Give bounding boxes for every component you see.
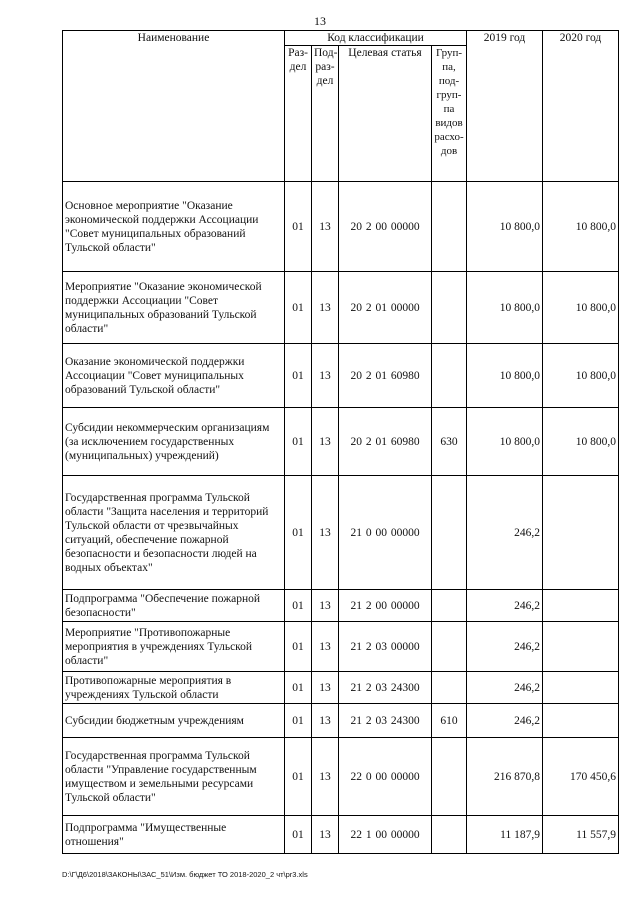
budget-table (62, 30, 619, 854)
row-target-article: 21 2 03 24300 (339, 704, 432, 738)
row-target-article: 21 2 03 00000 (339, 622, 432, 672)
row-amount-2019: 246,2 (467, 672, 543, 704)
row-amount-2019: 10 800,0 (467, 344, 543, 408)
row-target-article: 20 2 01 00000 (339, 272, 432, 344)
row-expense-group (432, 590, 467, 622)
row-amount-2020 (543, 704, 619, 738)
header-section: Раз- дел (285, 46, 312, 182)
header-code-classification: Код классификации (285, 31, 467, 46)
row-section: 01 (285, 182, 312, 272)
row-subsection: 13 (312, 476, 339, 590)
row-target-article: 22 1 00 00000 (339, 816, 432, 854)
row-section: 01 (285, 408, 312, 476)
row-amount-2019: 10 800,0 (467, 182, 543, 272)
header-expense-group: Груп- па, под- груп- па видов расхо- дов (432, 46, 467, 182)
table-row (63, 816, 619, 854)
header-subsection: Под- раз- дел (312, 46, 339, 182)
header-name: Наименование (63, 31, 285, 182)
row-target-article: 21 2 00 00000 (339, 590, 432, 622)
table-row (63, 408, 619, 476)
row-section: 01 (285, 672, 312, 704)
row-name: Мероприятие "Противопожарные мероприятия в учреждениях Тульской области" (63, 622, 285, 672)
row-name: Подпрограмма "Обеспечение пожарной безопасности" (63, 590, 285, 622)
row-target-article: 22 0 00 00000 (339, 738, 432, 816)
header-target-article: Целевая статья (339, 46, 432, 182)
row-subsection: 13 (312, 622, 339, 672)
row-subsection: 13 (312, 408, 339, 476)
row-expense-group (432, 476, 467, 590)
row-section: 01 (285, 738, 312, 816)
row-subsection: 13 (312, 590, 339, 622)
page-number: 13 (314, 14, 326, 28)
row-amount-2019: 216 870,8 (467, 738, 543, 816)
row-amount-2020: 10 800,0 (543, 408, 619, 476)
row-amount-2020: 10 800,0 (543, 182, 619, 272)
row-section: 01 (285, 476, 312, 590)
row-name: Подпрограмма "Имущественные отношения" (63, 816, 285, 854)
row-expense-group (432, 816, 467, 854)
row-subsection: 13 (312, 738, 339, 816)
table-row (63, 590, 619, 622)
table-row (63, 344, 619, 408)
row-section: 01 (285, 272, 312, 344)
row-expense-group (432, 738, 467, 816)
table-row (63, 182, 619, 272)
table-row (63, 272, 619, 344)
row-amount-2019: 11 187,9 (467, 816, 543, 854)
file-path-footer: D:\Г\Д6\2018\ЗАКОНЫ\ЗАС_51\Изм. бюджет ТО 2018-2020_2 чт\pr3.xls (62, 870, 308, 879)
row-expense-group (432, 182, 467, 272)
row-target-article: 20 2 01 60980 (339, 344, 432, 408)
row-name: Субсидии бюджетным учреждениям (63, 704, 285, 738)
row-expense-group (432, 272, 467, 344)
row-expense-group (432, 672, 467, 704)
row-name: Государственная программа Тульской области "Защита населения и территорий Тульской области от чрезвычайных ситуаций, обеспечение пожарной безопасности и безопасности людей на водных объектах" (63, 476, 285, 590)
row-amount-2019: 246,2 (467, 590, 543, 622)
row-subsection: 13 (312, 816, 339, 854)
row-section: 01 (285, 622, 312, 672)
row-subsection: 13 (312, 672, 339, 704)
row-amount-2019: 10 800,0 (467, 408, 543, 476)
table-row (63, 476, 619, 590)
row-name: Государственная программа Тульской области "Управление государственным имуществом и земельными ресурсами Тульской области" (63, 738, 285, 816)
row-subsection: 13 (312, 344, 339, 408)
row-section: 01 (285, 816, 312, 854)
row-amount-2020 (543, 590, 619, 622)
row-amount-2020: 11 557,9 (543, 816, 619, 854)
header-2019: 2019 год (467, 31, 543, 182)
row-name: Оказание экономической поддержки Ассоциации "Совет муниципальных образований Тульской области" (63, 344, 285, 408)
row-target-article: 21 0 00 00000 (339, 476, 432, 590)
row-amount-2020 (543, 622, 619, 672)
row-amount-2020: 10 800,0 (543, 272, 619, 344)
row-amount-2020: 10 800,0 (543, 344, 619, 408)
row-section: 01 (285, 704, 312, 738)
row-name: Субсидии некоммерческим организациям (за исключением государственных (муниципальных) учреждений) (63, 408, 285, 476)
row-subsection: 13 (312, 272, 339, 344)
row-name: Противопожарные мероприятия в учреждениях Тульской области (63, 672, 285, 704)
row-expense-group (432, 622, 467, 672)
row-expense-group: 630 (432, 408, 467, 476)
table-row (63, 672, 619, 704)
row-name: Мероприятие "Оказание экономической поддержки Ассоциации "Совет муниципальных образований Тульской области" (63, 272, 285, 344)
table-row (63, 622, 619, 672)
row-expense-group: 610 (432, 704, 467, 738)
row-section: 01 (285, 344, 312, 408)
row-amount-2019: 246,2 (467, 622, 543, 672)
row-subsection: 13 (312, 182, 339, 272)
row-amount-2019: 246,2 (467, 476, 543, 590)
row-target-article: 21 2 03 24300 (339, 672, 432, 704)
row-target-article: 20 2 00 00000 (339, 182, 432, 272)
row-subsection: 13 (312, 704, 339, 738)
row-amount-2020: 170 450,6 (543, 738, 619, 816)
row-target-article: 20 2 01 60980 (339, 408, 432, 476)
table-row (63, 704, 619, 738)
table-row (63, 738, 619, 816)
row-name: Основное мероприятие "Оказание экономической поддержки Ассоциации "Совет муниципальных образований Тульской области" (63, 182, 285, 272)
row-amount-2020 (543, 672, 619, 704)
row-amount-2020 (543, 476, 619, 590)
row-amount-2019: 10 800,0 (467, 272, 543, 344)
row-section: 01 (285, 590, 312, 622)
row-expense-group (432, 344, 467, 408)
row-amount-2019: 246,2 (467, 704, 543, 738)
header-2020: 2020 год (543, 31, 619, 182)
